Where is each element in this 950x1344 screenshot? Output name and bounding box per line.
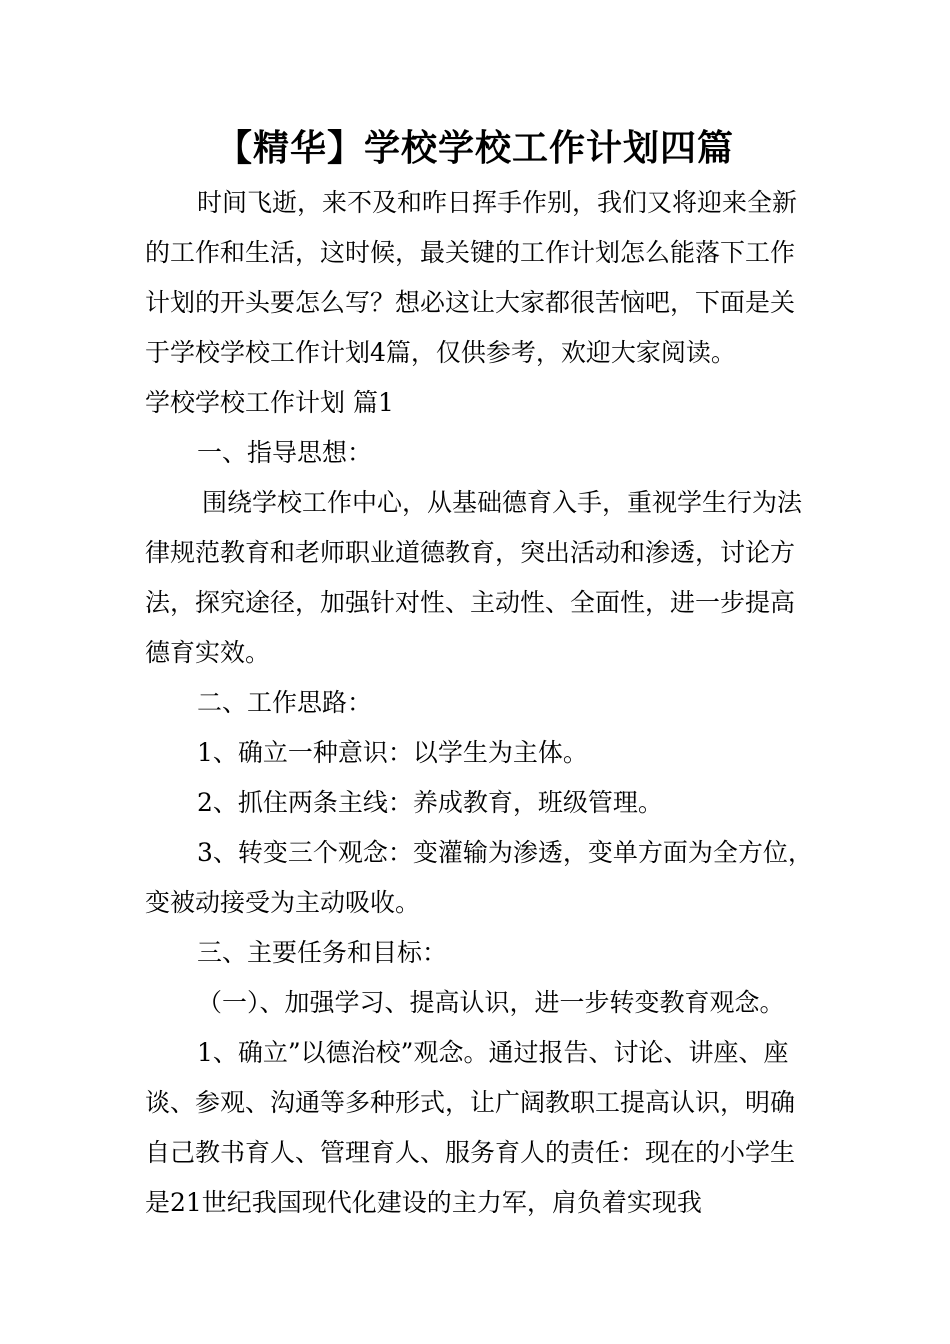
paragraph-guiding-ideology: 围绕学校工作中心，从基础德育入手，重视学生行为法律规范教育和老师职业道德教育，突出活动和渗透，讨论方法，探究途径，加强针对性、主动性、全面性，进一步提高德育实效。: [145, 488, 803, 667]
list-item: 2、抓住两条主线：养成教育，班级管理。: [197, 788, 663, 817]
document-body: [145, 178, 815, 1228]
subheading-guiding-ideology: 一、指导思想：: [197, 438, 373, 467]
section-heading: 学校学校工作计划 篇1: [145, 388, 394, 417]
document-title: 【精华】学校学校工作计划四篇: [215, 128, 734, 169]
sub-section-heading: （一）、加强学习、提高认识，进一步转变教育观念。: [197, 988, 785, 1017]
subheading-main-tasks: 三、主要任务和目标：: [197, 938, 448, 967]
subheading-work-approach: 二、工作思路：: [197, 688, 373, 717]
intro-paragraph: 时间飞逝，来不及和昨日挥手作别，我们又将迎来全新的工作和生活，这时候，最关键的工作计划怎么能落下工作计划的开头要怎么写？想必这让大家都很苦恼吧，下面是关于学校学校工作计划4篇，仅供参考，欢迎大家阅读。: [145, 188, 798, 367]
paragraph-moral-education: 1、确立”以德治校”观念。通过报告、讨论、讲座、座谈、参观、沟通等多种形式，让广阔教职工提高认识，明确自己教书育人、管理育人、服务育人的责任：现在的小学生是21世纪我国现代化建设的主力军，肩负着实现我: [145, 1038, 796, 1217]
list-item: 1、确立一种意识：以学生为主体。: [197, 738, 588, 767]
list-item: 3、转变三个观念：变灌输为渗透，变单方面为全方位，变被动接受为主动吸收。: [145, 838, 813, 917]
